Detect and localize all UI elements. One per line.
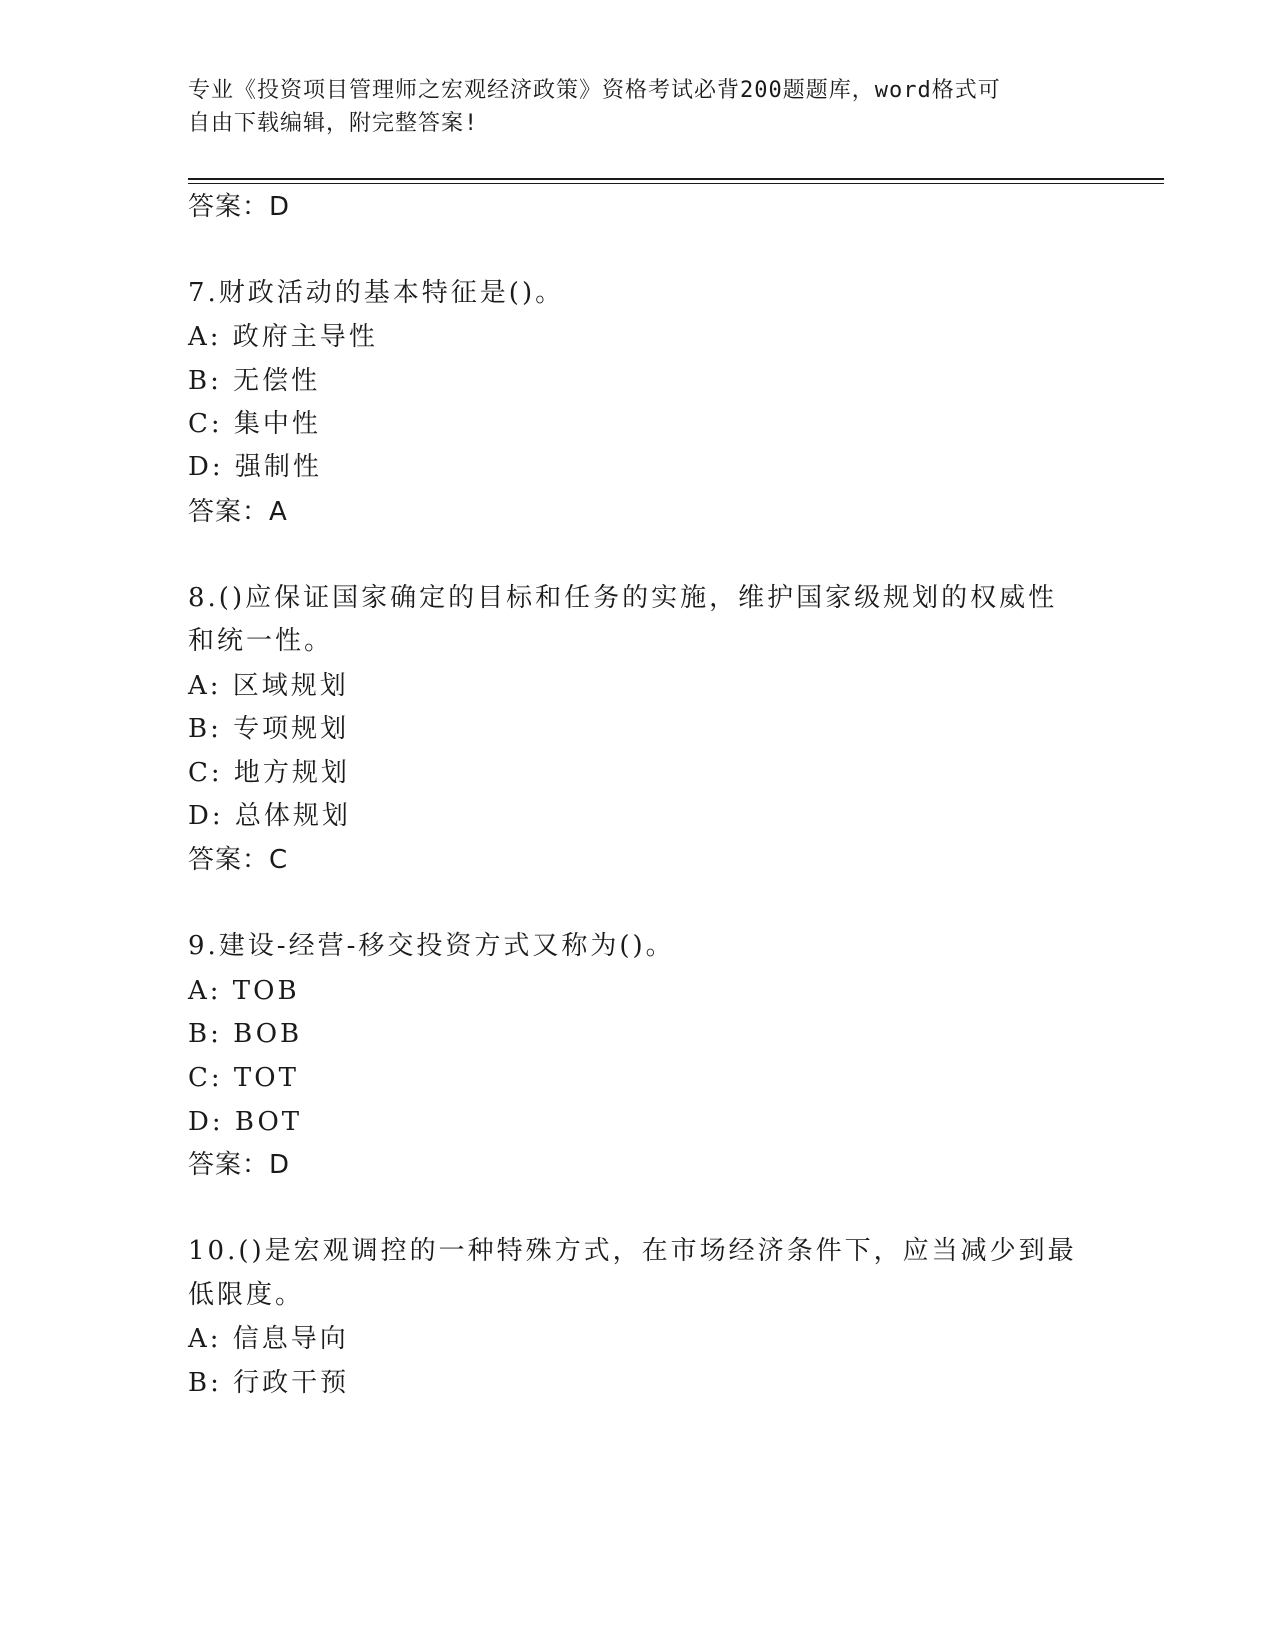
question-9-option-c: C: TOT (188, 1063, 299, 1093)
header-line-1: 专业《投资项目管理师之宏观经济政策》资格考试必背200题题库，word格式可 (188, 78, 1001, 103)
question-7-option-d: D: 强制性 (188, 452, 322, 482)
question-7-option-c: C: 集中性 (188, 409, 321, 439)
question-9-option-b: B: BOB (188, 1019, 303, 1049)
question-8-stem-line-1: 8.()应保证国家确定的目标和任务的实施，维护国家级规划的权威性 (188, 583, 1058, 613)
question-8-answer: 答案：C (188, 845, 289, 875)
question-10-stem-line-1: 10.()是宏观调控的一种特殊方式，在市场经济条件下，应当减少到最 (188, 1236, 1077, 1266)
header-divider (188, 178, 1164, 180)
question-7-option-a: A: 政府主导性 (188, 322, 378, 352)
question-8-option-b: B: 专项规划 (188, 714, 350, 744)
question-9-stem: 9.建设-经营-移交投资方式又称为()。 (188, 931, 675, 961)
question-9-option-a: A: TOB (188, 976, 300, 1006)
question-8-option-d: D: 总体规划 (188, 801, 351, 831)
question-9-answer: 答案：D (188, 1150, 291, 1180)
question-7-option-b: B: 无偿性 (188, 366, 321, 396)
answer-previous: 答案：D (188, 192, 291, 222)
header-line-2: 自由下载编辑，附完整答案! (188, 111, 479, 136)
question-7-answer: 答案：A (188, 497, 288, 527)
header-divider-thin (188, 183, 1164, 184)
question-9-option-d: D: BOT (188, 1107, 303, 1137)
question-10-option-b: B: 行政干预 (188, 1368, 350, 1398)
question-7-stem: 7.财政活动的基本特征是()。 (188, 278, 565, 308)
question-10-stem-line-2: 低限度。 (188, 1280, 305, 1310)
question-8-stem-line-2: 和统一性。 (188, 626, 334, 656)
question-8-option-c: C: 地方规划 (188, 758, 350, 788)
document-header (188, 74, 1068, 140)
question-10-option-a: A: 信息导向 (188, 1324, 349, 1354)
question-8-option-a: A: 区域规划 (188, 671, 349, 701)
